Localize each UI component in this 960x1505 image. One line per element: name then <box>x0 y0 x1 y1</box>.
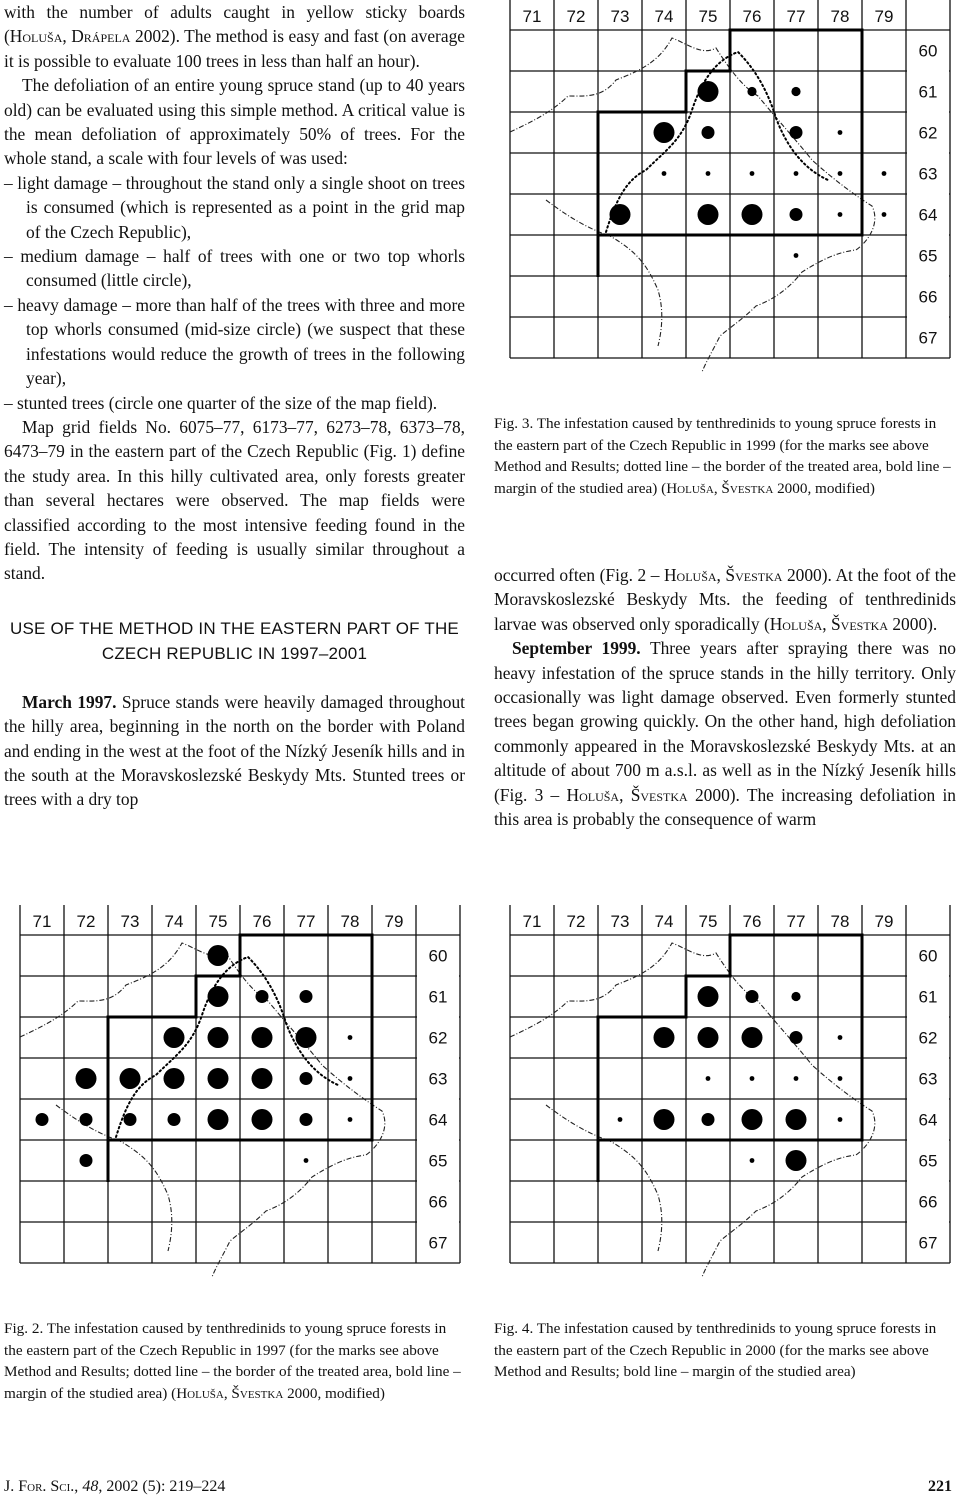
caption-figure-4: Fig. 4. The infestation caused by tenthredinids to young spruce forests in the eastern part of the Czech Republic in 2000 (for the marks see above Method and Results; bold line – margin of the studied area) <box>494 1320 937 1381</box>
heavy-damage-circle <box>208 1068 229 1089</box>
medium-damage-circle <box>702 1113 715 1126</box>
map-row-label: 60 <box>918 41 938 61</box>
map-column-label: 73 <box>610 7 630 26</box>
country-border-line <box>510 943 875 1277</box>
heavy-damage-circle <box>252 1109 273 1130</box>
map-column-label: 77 <box>786 912 806 931</box>
medium-damage-circle <box>746 990 759 1003</box>
left-column <box>4 0 465 812</box>
light-damage-point <box>662 171 667 176</box>
scale-item-light: – light damage – throughout the stand only a single shoot on trees is consumed (which is represented as a point in the grid map of the Czech Republic), <box>4 172 465 242</box>
map-row-label: 65 <box>918 1151 938 1171</box>
map-row-label: 65 <box>428 1151 448 1171</box>
heavy-damage-circle <box>120 1068 141 1089</box>
medium-damage-circle <box>790 1031 803 1044</box>
map-row-label: 65 <box>918 246 938 266</box>
medium-damage-circle <box>168 1113 181 1126</box>
light-damage-point <box>794 171 799 176</box>
map-column-label: 72 <box>566 7 586 26</box>
heavy-damage-circle <box>698 1027 719 1048</box>
map-row-label: 63 <box>918 1069 938 1089</box>
map-column-label: 76 <box>252 912 272 931</box>
heavy-damage-circle <box>76 1068 97 1089</box>
map-column-label: 71 <box>522 7 542 26</box>
map-column-label: 77 <box>296 912 316 931</box>
map-row-label: 67 <box>428 1233 448 1253</box>
heavy-damage-circle <box>208 1109 229 1130</box>
map-column-label: 74 <box>654 7 674 26</box>
light-damage-point <box>750 171 755 176</box>
light-damage-point <box>838 130 843 135</box>
map-row-label: 61 <box>428 987 448 1007</box>
medium-damage-circle <box>702 126 715 139</box>
map-row-label: 62 <box>428 1028 448 1048</box>
map-row-label: 61 <box>918 987 938 1007</box>
heavy-damage-circle <box>654 1109 675 1130</box>
heavy-damage-circle <box>208 945 229 966</box>
map-row-label: 64 <box>918 1110 938 1130</box>
light-damage-point <box>838 1117 843 1122</box>
heavy-damage-circle <box>208 986 229 1007</box>
light-damage-point <box>750 1076 755 1081</box>
map-column-label: 78 <box>830 7 850 26</box>
right-column <box>494 563 956 831</box>
light-damage-point <box>348 1076 353 1081</box>
map-figure-3 <box>506 0 952 374</box>
map-column-label: 79 <box>874 912 894 931</box>
heavy-damage-circle <box>252 1068 273 1089</box>
map-row-label: 67 <box>918 328 938 348</box>
light-damage-point <box>838 1035 843 1040</box>
caption-figure-3: Fig. 3. The infestation caused by tenthredinids to young spruce forests in the eastern part of the Czech Republic in 1999 (for the marks see above Method and Results; dotted line – the border of the treated area, bold line – margin of the studied area) (Holuša, Švestka 2000, modified) <box>494 415 951 497</box>
heavy-damage-circle <box>742 1027 763 1048</box>
heavy-damage-circle <box>164 1027 185 1048</box>
map-column-label: 72 <box>76 912 96 931</box>
country-border-line <box>20 943 385 1277</box>
map-row-label: 60 <box>918 946 938 966</box>
heavy-damage-circle <box>252 1027 273 1048</box>
light-damage-point <box>348 1117 353 1122</box>
light-damage-point <box>838 212 843 217</box>
paragraph-defoliation: The defoliation of an entire young spruce stand (up to 40 years old) can be evaluated using this simple method. A critical value is the mean defoliation of approximately 50% of trees. For the whole stand, a scale with four levels of was used: <box>4 75 465 169</box>
scale-item-medium: – medium damage – half of trees with one or two top whorls consumed (little circle), <box>4 246 465 291</box>
light-damage-point <box>348 1035 353 1040</box>
light-damage-point <box>794 1076 799 1081</box>
medium-damage-circle <box>124 1113 137 1126</box>
medium-damage-circle <box>80 1113 93 1126</box>
map-row-label: 64 <box>428 1110 448 1130</box>
heavy-damage-circle <box>742 1109 763 1130</box>
map-column-label: 75 <box>698 7 718 26</box>
map-row-label: 63 <box>918 164 938 184</box>
heavy-damage-circle <box>610 204 631 225</box>
heavy-damage-circle <box>698 204 719 225</box>
light-damage-point <box>750 1158 755 1163</box>
paragraph-september-1999: September 1999. Three years after spraying there was no heavy infestation of the spruce stands in the hilly territory. Only occasionally was light damage observed. Even formerly stunted trees began growing quickly. On the other hand, high defoliation commonly appeared in the Moravskoslezské Beskydy Mts. at an altitude of about 700 m a.s.l. as well as in the Nízký Jeseník hills (Fig. 3 – Holuša, Švestka 2000). The increasing defoliation in this area is probably the consequence of warm <box>494 638 957 830</box>
light-damage-point <box>304 1158 309 1163</box>
map-row-label: 67 <box>918 1233 938 1253</box>
row-label-strip <box>417 936 459 1262</box>
light-damage-point <box>794 253 799 258</box>
section-heading: USE OF THE METHOD IN THE EASTERN PART OF THE CZECH REPUBLIC IN 1997–2001 <box>10 618 459 663</box>
row-label-strip <box>907 31 949 357</box>
heavy-damage-circle <box>786 1150 807 1171</box>
heavy-damage-circle <box>296 1027 317 1048</box>
small-circle-mark <box>791 87 800 96</box>
medium-damage-circle <box>300 990 313 1003</box>
heavy-damage-circle <box>698 81 719 102</box>
map-column-label: 72 <box>566 912 586 931</box>
heavy-damage-circle <box>786 1109 807 1130</box>
medium-damage-circle <box>790 208 803 221</box>
light-damage-point <box>882 212 887 217</box>
map-row-label: 62 <box>918 123 938 143</box>
heavy-damage-circle <box>698 986 719 1007</box>
light-damage-point <box>618 1117 623 1122</box>
light-damage-point <box>838 1076 843 1081</box>
paragraph-march-1997: March 1997. Spruce stands were heavily damaged throughout the hilly area, beginning in the north on the border with Poland and ending in the west at the foot of the Nízký Jeseník hills and in the south at the Moravskoslezské Beskydy Mts. Stunted trees or trees with a dry top <box>4 691 465 810</box>
paragraph-intro: with the number of adults caught in yellow sticky boards (Holuša, Drápela 2002). The method is easy and fast (on average it is possible to evaluate 100 trees in less than half an hour). <box>4 2 465 71</box>
map-figure-2 <box>16 905 462 1279</box>
map-row-label: 66 <box>428 1192 448 1212</box>
paragraph-study-area: Map grid fields No. 6075–77, 6173–77, 6273–78, 6373–78, 6473–79 in the eastern part of the Czech Republic (Fig. 1) define the study area. In this hilly cultivated area, only forests greater than several hectares were observed. The map fields were classified according to the most intensive feeding found in the field. The intensity of feeding is usually similar throughout a stand. <box>4 416 465 584</box>
caption-figure-2: Fig. 2. The infestation caused by tenthredinids to young spruce forests in the eastern part of the Czech Republic in 1997 (for the marks see above Method and Results; dotted line – the border of the treated area, bold line – margin of the studied area) (Holuša, Švestka 2000, modified) <box>4 1320 461 1402</box>
heavy-damage-circle <box>654 1027 675 1048</box>
map-column-label: 75 <box>208 912 228 931</box>
map-row-label: 61 <box>918 82 938 102</box>
light-damage-point <box>706 1076 711 1081</box>
map-row-label: 60 <box>428 946 448 966</box>
country-border-line <box>510 38 875 372</box>
map-row-label: 63 <box>428 1069 448 1089</box>
map-row-label: 62 <box>918 1028 938 1048</box>
paragraph-continuation: occurred often (Fig. 2 – Holuša, Švestka 2000). At the foot of the Moravskoslezské Beskydy Mts. the feeding of tenthredinids larvae was observed only sporadically (Holuša, Švestka 2000). <box>494 565 956 634</box>
heavy-damage-circle <box>654 122 675 143</box>
map-column-label: 71 <box>32 912 52 931</box>
heavy-damage-circle <box>208 1027 229 1048</box>
medium-damage-circle <box>790 126 803 139</box>
light-damage-point <box>838 171 843 176</box>
page-number: 221 <box>928 1478 952 1495</box>
map-figure-4 <box>506 905 952 1279</box>
small-circle-mark <box>791 992 800 1001</box>
treated-area-border-line <box>606 52 828 232</box>
map-column-label: 74 <box>164 912 184 931</box>
light-damage-point <box>882 171 887 176</box>
map-row-label: 64 <box>918 205 938 225</box>
map-column-label: 74 <box>654 912 674 931</box>
medium-damage-circle <box>256 990 269 1003</box>
scale-item-stunted: – stunted trees (circle one quarter of the size of the map field). <box>4 392 438 413</box>
heavy-damage-circle <box>742 204 763 225</box>
map-row-label: 66 <box>918 287 938 307</box>
scale-item-heavy: – heavy damage – more than half of the trees with three and more top whorls consumed (mid-size circle) (we suspect that these infestations would reduce the growth of trees in the following year), <box>4 294 465 389</box>
map-column-label: 76 <box>742 7 762 26</box>
map-row-label: 66 <box>918 1192 938 1212</box>
map-column-label: 71 <box>522 912 542 931</box>
medium-damage-circle <box>300 1113 313 1126</box>
map-column-label: 78 <box>340 912 360 931</box>
light-damage-point <box>706 171 711 176</box>
map-column-label: 76 <box>742 912 762 931</box>
map-column-label: 77 <box>786 7 806 26</box>
medium-damage-circle <box>36 1113 49 1126</box>
map-column-label: 79 <box>874 7 894 26</box>
map-column-label: 73 <box>610 912 630 931</box>
journal-citation: J. For. Sci., 48, 2002 (5): 219–224 <box>4 1478 226 1495</box>
map-column-label: 79 <box>384 912 404 931</box>
heavy-damage-circle <box>164 1068 185 1089</box>
map-column-label: 75 <box>698 912 718 931</box>
row-label-strip <box>907 936 949 1262</box>
map-column-label: 78 <box>830 912 850 931</box>
medium-damage-circle <box>80 1154 93 1167</box>
small-circle-mark <box>747 87 756 96</box>
medium-damage-circle <box>300 1072 313 1085</box>
map-column-label: 73 <box>120 912 140 931</box>
